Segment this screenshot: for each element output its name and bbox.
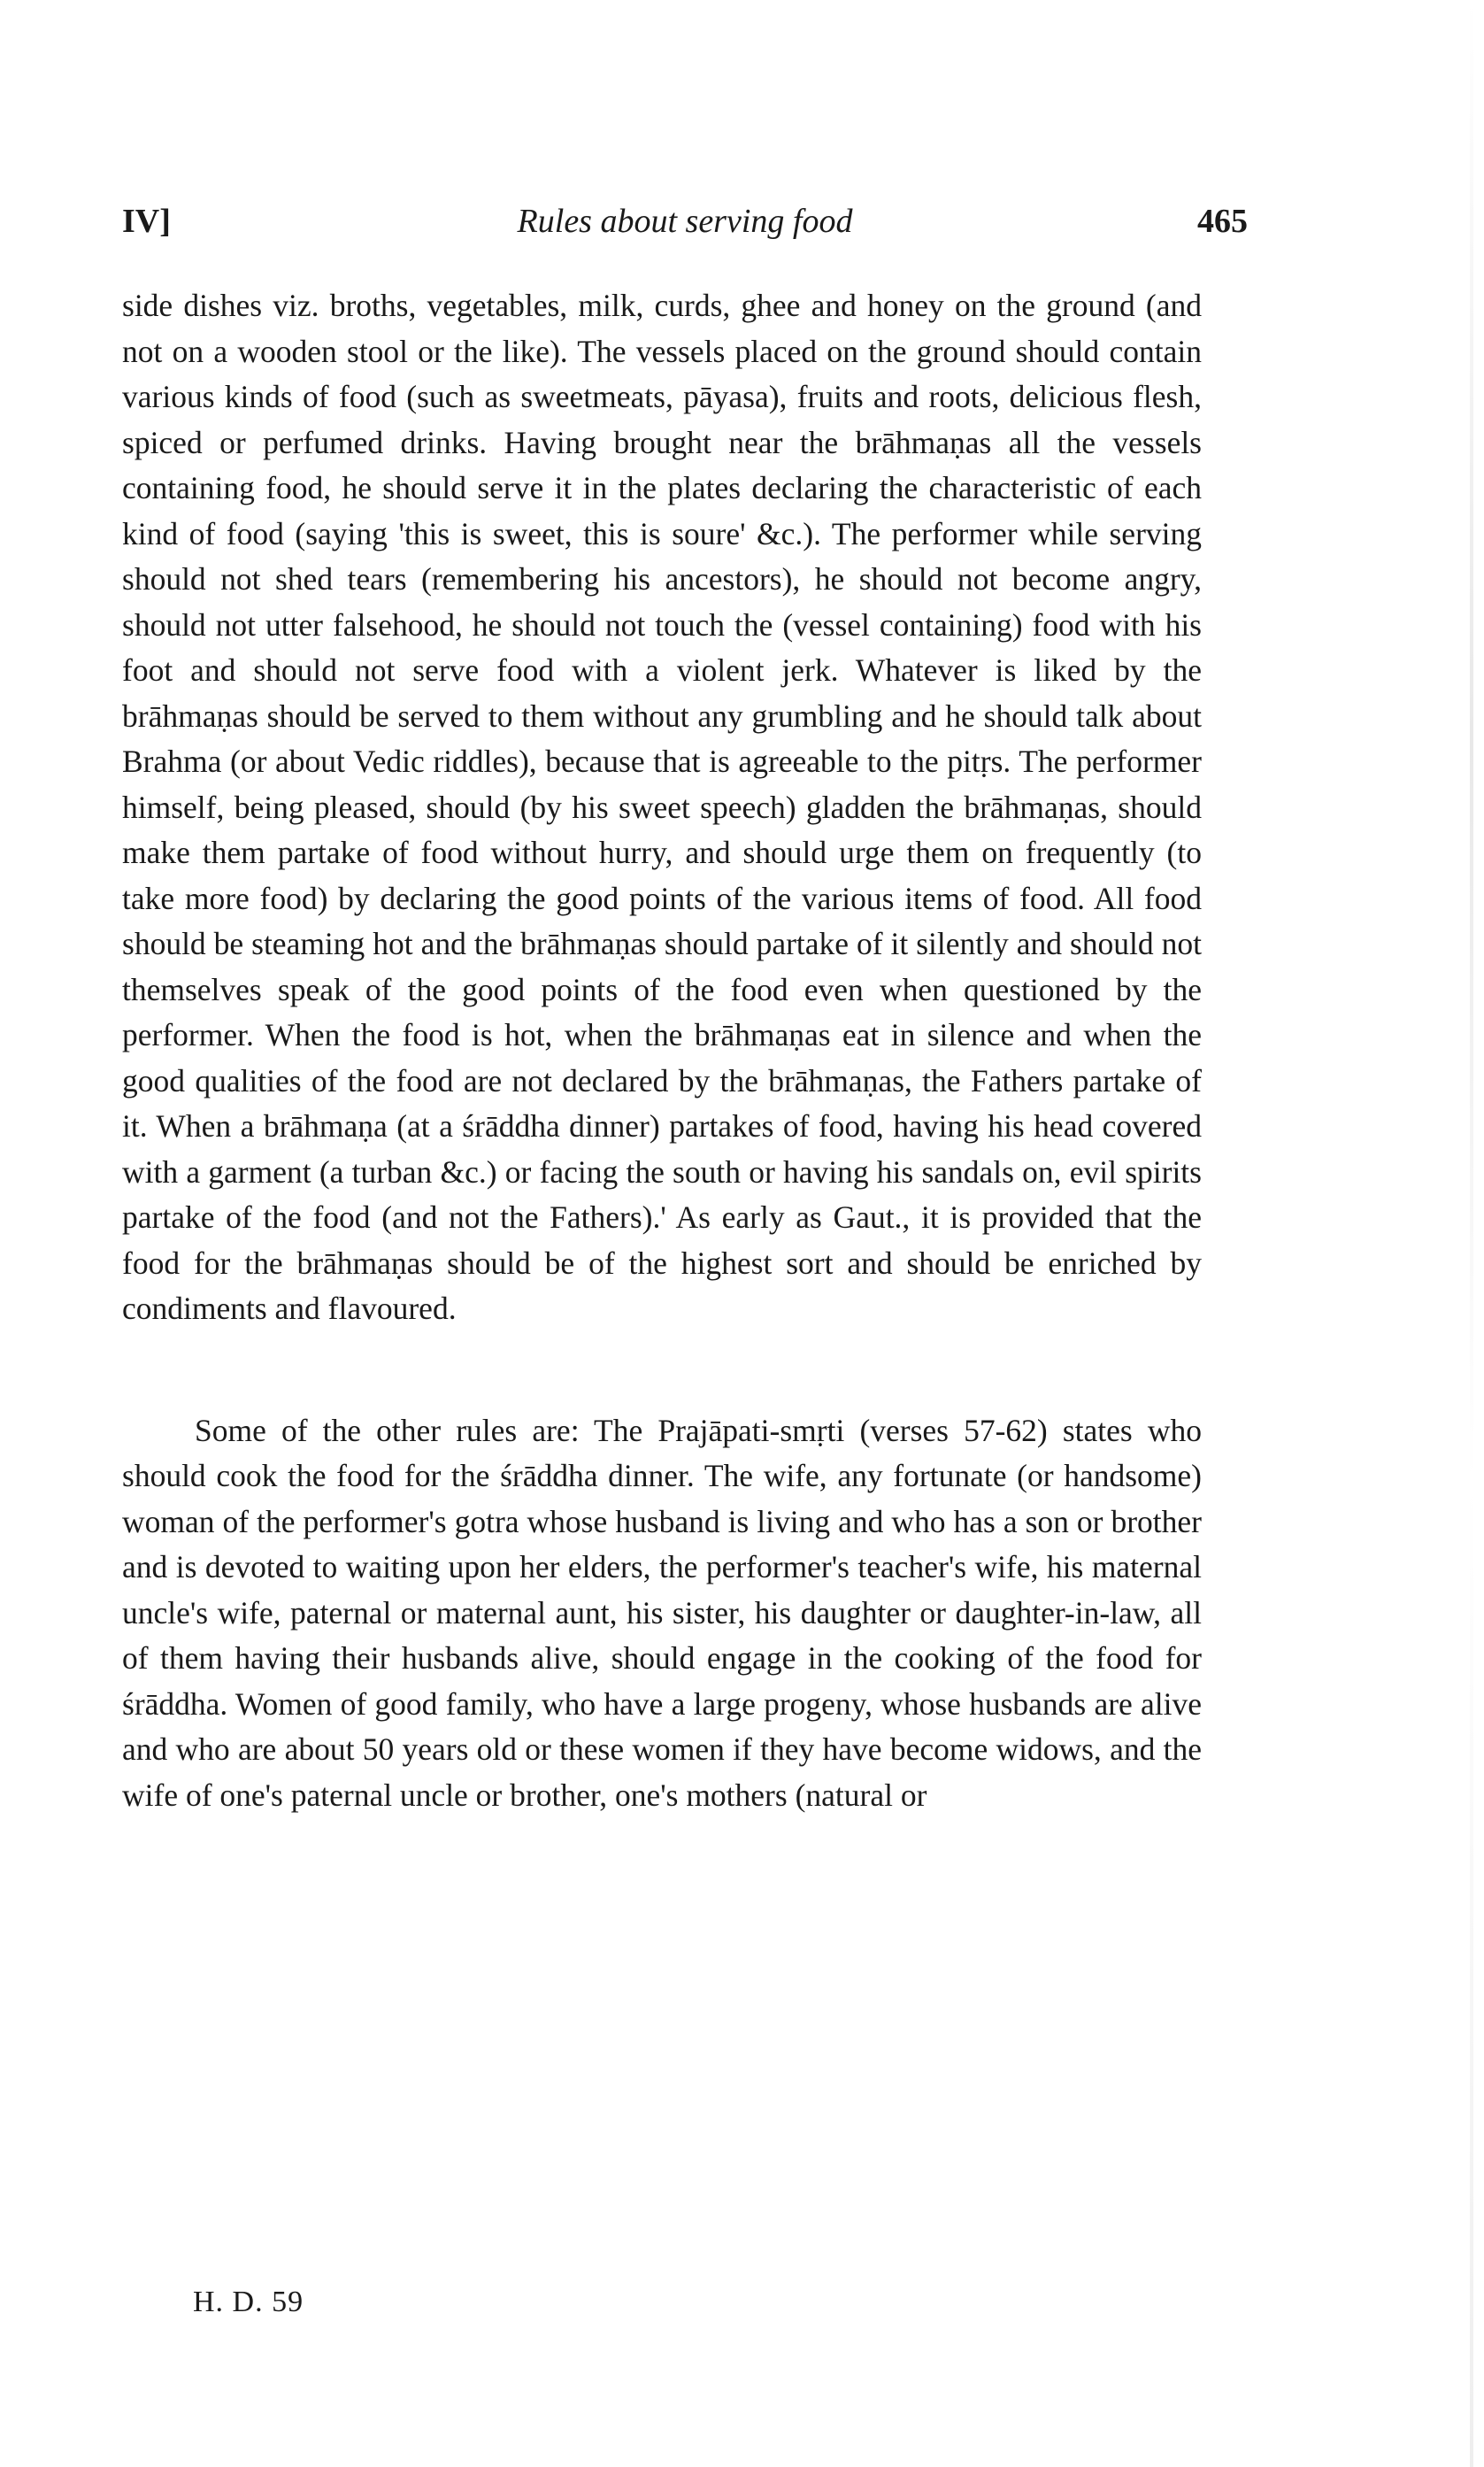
paragraph-spacer — [122, 1332, 1202, 1408]
page-number: 465 — [1197, 203, 1248, 240]
signature-mark: H. D. 59 — [193, 2286, 304, 2318]
page-header — [122, 202, 1248, 251]
paragraph-1: side dishes viz. broths, vegetables, milk, curds, ghee and honey on the ground (and not on a wooden stool or the like). The vessels placed on the ground should contain various kinds of food (such as sweetmeats, pāyasa), fruits and roots, delicious flesh, spiced or perfumed drinks. Having brought near the brāhmaṇas all the vessels containing food, he should serve it in the plates declaring the characteristic of each kind of food (saying 'this is sweet, this is soure' &c.). The performer while serving should not shed tears (remembering his ancestors), he should not become angry, should not utter falsehood, he should not touch the (vessel containing) food with his foot and should not serve food with a violent jerk. Whatever is liked by the brāhmaṇas should be served to them without any grumbling and he should talk about Brahma (or about Vedic riddles), because that is agreeable to the pitṛs. The performer himself, being pleased, should (by his sweet speech) gladden the brāhmaṇas, should make them partake of food without hurry, and should urge them on frequently (to take more food) by declaring the good points of the various items of food. All food should be steaming hot and the brāhmaṇas should partake of it silently and should not themselves speak of the good points of the food even when questioned by the performer. When the food is hot, when the brāhmaṇas eat in silence and when the good qualities of the food are not declared by the brāhmaṇas, the Fathers partake of it. When a brāhmaṇa (at a śrāddha dinner) partakes of food, having his head covered with a garment (a turban &c.) or facing the south or having his sandals on, evil spirits partake of the food (and not the Fathers).' As early as Gaut., it is provided that the food for the brāhmaṇas should be of the highest sort and should be enriched by condiments and flavoured. — [122, 288, 1202, 1326]
paragraph-2: Some of the other rules are: The Prajāpati-smṛti (verses 57-62) states who should cook the food for the śrāddha dinner. The wife, any fortunate (or handsome) woman of the performer's gotra whose husband is living and who has a son or brother and is devoted to waiting upon her elders, the performer's teacher's wife, his maternal uncle's wife, paternal or maternal aunt, his sister, his daughter or daughter-in-law, all of them having their husbands alive, should engage in the cooking of the food for śrāddha. Women of good family, who have a large progeny, whose husbands are alive and who are about 50 years old or these women if they have become widows, and the wife of one's paternal uncle or brother, one's mothers (natural or — [122, 1412, 1202, 1813]
body-text — [122, 283, 1202, 1818]
running-title: Rules about serving food — [517, 203, 853, 240]
chapter-marker: IV] — [122, 203, 171, 240]
page-edge-shadow — [1470, 0, 1473, 2467]
